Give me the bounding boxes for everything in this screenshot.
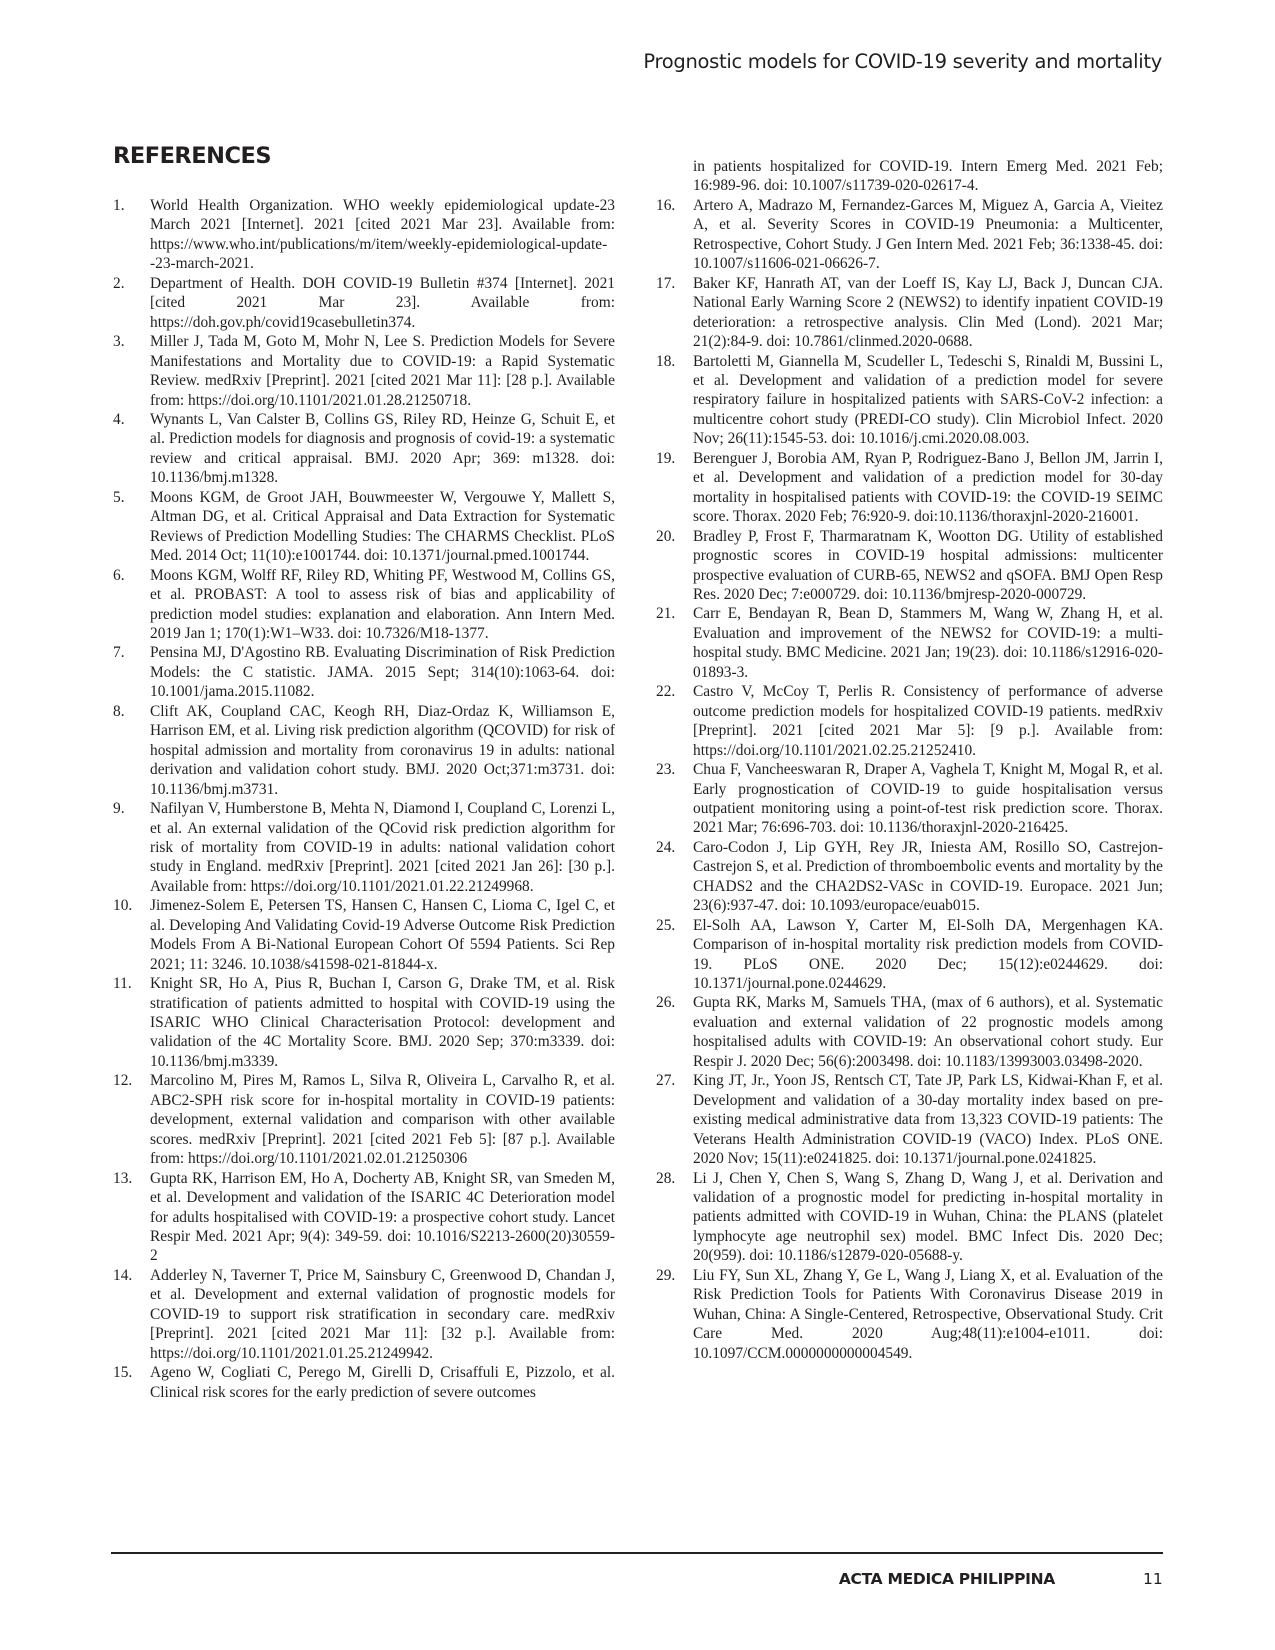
reference-number: 29. [656,1266,676,1284]
reference-text: Chua F, Vancheeswaran R, Draper A, Vaghela T, Knight M, Mogal R, et al. Early prognostication of COVID-19 to guide hospitalisation versus outpatient monitoring using a point-of-test risk prediction score. Thorax. 2021 Mar; 76:696-703. doi: 10.1136/thoraxjnl-2020-216425. [693,761,1163,837]
reference-item [113,332,615,410]
reference-item [656,352,1163,449]
reference-text: Bradley P, Frost F, Tharmaratnam K, Wootton DG. Utility of established prognostic scores in COVID-19 hospital admissions: multicenter prospective evaluation of CURB-65, NEWS2 and qSOFA. BMJ Open Resp Res. 2020 Dec; 7:e000729. doi: 10.1136/bmjresp-2020-000729. [693,527,1163,603]
reference-item [656,838,1163,916]
reference-number: 11. [113,975,132,993]
reference-text: King JT, Jr., Yoon JS, Rentsch CT, Tate JP, Park LS, Kidwai-Khan F, et al. Development and validation of a 30-day mortality index based on pre-existing medical administrative data from 13,323 COVID-19 patients: The Veterans Health Administration COVID-19 (VACO) Index. PLoS ONE. 2020 Nov; 15(11):e0241825. doi: 10.1371/journal.pone.0241825. [693,1072,1163,1168]
reference-item [113,974,615,1071]
section-title: REFERENCES [113,143,272,169]
reference-item [113,1363,615,1402]
reference-item [113,1071,615,1168]
reference-list-left [113,196,615,1402]
reference-item [656,449,1163,527]
reference-text: Miller J, Tada M, Goto M, Mohr N, Lee S. Prediction Models for Severe Manifestations and Mortality due to COVID-19: a Rapid Systematic Review. medRxiv [Preprint]. 2021 [cited 2021 Mar 11]: [28 p.]. Available from: https://doi.org/10.1101/2021.01.28.21250718. [150,333,615,409]
reference-text: Department of Health. DOH COVID-19 Bulletin #374 [Internet]. 2021 [cited 2021 Mar 23]. Available from: https://doh.gov.ph/covid19casebulletin374. [150,274,615,331]
page-number: 11 [1143,1570,1163,1588]
reference-text: Liu FY, Sun XL, Zhang Y, Ge L, Wang J, Liang X, et al. Evaluation of the Risk Prediction Tools for Patients With Coronavirus Disease 2019 in Wuhan, China: A Single-Centered, Retrospective, Observational Study. Crit Care Med. 2020 Aug;48(11):e1004-e1011. doi: 10.1097/CCM.0000000000004549. [693,1266,1163,1362]
reference-number: 23. [656,761,676,779]
reference-item [113,1169,615,1266]
reference-item [113,702,615,799]
reference-item [113,799,615,896]
reference-number: 20. [656,527,676,545]
footer-divider [111,1552,1163,1554]
reference-item [656,527,1163,605]
reference-text: Clift AK, Coupland CAC, Keogh RH, Diaz-Ordaz K, Williamson E, Harrison EM, et al. Living risk prediction algorithm (QCOVID) for risk of hospital admission and mortality from coronavirus 19 in adults: national derivation and validation cohort study. BMJ. 2020 Oct;371:m3731. doi: 10.1136/bmj.m3731. [150,702,615,798]
reference-number: 3. [113,333,125,351]
reference-item [656,604,1163,682]
reference-number: 26. [656,994,676,1012]
reference-number: 12. [113,1072,133,1090]
reference-text: Ageno W, Cogliati C, Perego M, Girelli D, Crisaffuli E, Pizzolo, et al. Clinical risk scores for the early prediction of severe outcomes [150,1364,615,1401]
reference-item [656,1266,1163,1363]
reference-continuation-text: in patients hospitalized for COVID-19. Intern Emerg Med. 2021 Feb; 16:989-96. doi: 10.1007/s11739-020-02617-4. [693,158,1163,195]
reference-number: 22. [656,683,676,701]
reference-text: Adderley N, Taverner T, Price M, Sainsbury C, Greenwood D, Chandan J, et al. Development and external validation of prognostic models for COVID-19 to support risk stratification in secondary care. medRxiv [Preprint]. 2021 [cited 2021 Mar 11]: [32 p.]. Available from: https://doi.org/10.1101/2021.01.25.21249942. [150,1266,615,1362]
reference-number: 25. [656,916,676,934]
reference-list-right [656,196,1163,1363]
reference-text: Baker KF, Hanrath AT, van der Loeff IS, Kay LJ, Back J, Duncan CJA. National Early Warning Score 2 (NEWS2) to identify inpatient COVID-19 deterioration: a retrospective analysis. Clin Med (Lond). 2021 Mar; 21(2):84-9. doi: 10.7861/clinmed.2020-0688. [693,274,1163,351]
reference-text: Moons KGM, de Groot JAH, Bouwmeester W, Vergouwe Y, Mallett S, Altman DG, et al. Critical Appraisal and Data Extraction for Systematic Reviews of Prediction Modelling Studies: The CHARMS Checklist. PLoS Med. 2014 Oct; 11(10):e1001744. doi: 10.1371/journal.pmed.1001744. [150,488,615,565]
reference-text: Jimenez-Solem E, Petersen TS, Hansen C, Hansen C, Lioma C, Igel C, et al. Developing And Validating Covid-19 Adverse Outcome Risk Prediction Models From A Bi-National European Cohort Of 5594 Patients. Sci Rep 2021; 11: 3246. 10.1038/s41598-021-81844-x. [150,897,615,973]
reference-number: 4. [113,410,125,428]
reference-text: Artero A, Madrazo M, Fernandez-Garces M, Miguez A, Garcia A, Vieitez A, et al. Severity Scores in COVID-19 Pneumonia: a Multicenter, Retrospective, Cohort Study. J Gen Intern Med. 2021 Feb; 36:1338-45. doi: 10.1007/s11606-021-06626-7. [693,196,1163,273]
reference-text: Marcolino M, Pires M, Ramos L, Silva R, Oliveira L, Carvalho R, et al. ABC2-SPH risk score for in-hospital mortality in COVID-19 patients: development, external validation and comparison with other available scores. medRxiv [Preprint]. 2021 [cited 2021 Feb 5]: [87 p.]. Available from: https://doi.org/10.1101/2021.02.01.21250306 [150,1072,615,1168]
reference-number: 5. [113,488,125,506]
reference-item [113,896,615,974]
reference-number: 10. [113,897,133,915]
footer-journal-name: ACTA MEDICA PHILIPPINA [838,1570,1055,1588]
reference-number: 1. [113,197,125,214]
reference-number: 21. [656,605,676,623]
reference-text: Bartoletti M, Giannella M, Scudeller L, Tedeschi S, Rinaldi M, Bussini L, et al. Development and validation of a prediction model for severe respiratory failure in hospitalized patients with SARS-CoV-2 infection: a multicentre cohort study (PREDI-CO study). Clin Microbiol Infect. 2020 Nov; 26(11):1545-53. doi: 10.1016/j.cmi.2020.08.003. [693,352,1163,448]
reference-item [113,566,615,644]
reference-text: World Health Organization. WHO weekly epidemiological update-23 March 2021 [Internet]. 2021 [cited 2021 Mar 23]. Available from: https://www.who.int/publications/m/item/weekly-epidemiological-update--23-march-2021. [150,197,615,273]
reference-item [656,1071,1163,1168]
references-right-column [656,157,1163,1363]
reference-number: 27. [656,1072,676,1090]
reference-text: Carr E, Bendayan R, Bean D, Stammers M, Wang W, Zhang H, et al. Evaluation and improvement of the NEWS2 for COVID-19: a multi-hospital study. BMC Medicine. 2021 Jan; 19(23). doi: 10.1186/s12916-020-01893-3. [693,605,1163,681]
reference-item [113,410,615,488]
reference-item [113,196,615,274]
reference-item [656,993,1163,1071]
reference-number: 16. [656,196,676,214]
reference-item [656,1169,1163,1266]
reference-text: El-Solh AA, Lawson Y, Carter M, El-Solh DA, Mergenhagen KA. Comparison of in-hospital mortality risk prediction models from COVID-19. PLoS ONE. 2020 Dec; 15(12):e0244629. doi: 10.1371/journal.pone.0244629. [693,916,1163,993]
reference-item [656,274,1163,352]
reference-number: 17. [656,274,676,292]
reference-number: 15. [113,1364,133,1382]
reference-text: Berenguer J, Borobia AM, Ryan P, Rodriguez-Bano J, Bellon JM, Jarrin I, et al. Development and validation of a prediction model for 30-day mortality in hospitalised patients with COVID-19: the COVID-19 SEIMC score. Thorax. 2020 Feb; 76:920-9. doi:10.1136/thoraxjnl-2020-216001. [693,449,1163,526]
reference-text: Moons KGM, Wolff RF, Riley RD, Whiting PF, Westwood M, Collins GS, et al. PROBAST: A tool to assess risk of bias and applicability of prediction model studies: explanation and elaboration. Ann Intern Med. 2019 Jan 1; 170(1):W1–W33. doi: 10.7326/M18-1377. [150,566,615,642]
running-header-title: Prognostic models for COVID-19 severity and mortality [643,50,1162,73]
reference-text: Gupta RK, Harrison EM, Ho A, Docherty AB, Knight SR, van Smeden M, et al. Development and validation of the ISARIC 4C Deterioration model for adults hospitalised with COVID-19: a prospective cohort study. Lancet Respir Med. 2021 Apr; 9(4): 349-59. doi: 10.1016/S2213-2600(20)30559-2 [150,1169,615,1265]
reference-text: Castro V, McCoy T, Perlis R. Consistency of performance of adverse outcome prediction models for hospitalized COVID-19 patients. medRxiv [Preprint]. 2021 [cited 2021 Mar 5]: [9 p.]. Available from: https://doi.org/10.1101/2021.02.25.21252410. [693,683,1163,759]
reference-item [113,274,615,332]
reference-number: 6. [113,566,125,584]
reference-text: Caro-Codon J, Lip GYH, Rey JR, Iniesta AM, Rosillo SO, Castrejon-Castrejon S, et al. Prediction of thromboembolic events and mortality by the CHADS2 and the CHA2DS2-VASc in COVID-19. Europace. 2021 Jun; 23(6):937-47. doi: 10.1093/europace/euab015. [693,838,1163,915]
reference-number: 8. [113,702,125,720]
reference-number: 2. [113,274,125,292]
reference-number: 14. [113,1266,133,1284]
reference-item [656,196,1163,274]
reference-item [656,916,1163,994]
reference-item [113,643,615,701]
reference-number: 9. [113,800,125,818]
reference-item [656,682,1163,760]
reference-item [113,1266,615,1363]
reference-text: Wynants L, Van Calster B, Collins GS, Riley RD, Heinze G, Schuit E, et al. Prediction models for diagnosis and prognosis of covid-19: a systematic review and critical appraisal. BMJ. 2020 Apr; 369: m1328. doi: 10.1136/bmj.m1328. [150,410,615,487]
reference-number: 18. [656,352,676,370]
reference-text: Nafilyan V, Humberstone B, Mehta N, Diamond I, Coupland C, Lorenzi L, et al. An external validation of the QCovid risk prediction algorithm for risk of mortality from COVID-19 in adults: national validation cohort study in England. medRxiv [Preprint]. 2021 [cited 2021 Jan 26]: [30 p.]. Available from: https://doi.org/10.1101/2021.01.22.21249968. [150,800,615,895]
reference-number: 28. [656,1169,676,1187]
reference-text: Pensina MJ, D'Agostino RB. Evaluating Discrimination of Risk Prediction Models: the C statistic. JAMA. 2015 Sept; 314(10):1063-64. doi: 10.1001/jama.2015.11082. [150,644,615,701]
reference-text: Knight SR, Ho A, Pius R, Buchan I, Carson G, Drake TM, et al. Risk stratification of patients admitted to hospital with COVID-19 using the ISARIC WHO Clinical Characterisation Protocol: development and validation of the 4C Mortality Score. BMJ. 2020 Sep; 370:m3339. doi: 10.1136/bmj.m3339. [150,975,615,1070]
reference-item [113,488,615,566]
reference-number: 19. [656,449,676,467]
reference-number: 13. [113,1169,133,1187]
reference-number: 24. [656,838,676,856]
reference-text: Gupta RK, Marks M, Samuels THA, (max of 6 authors), et al. Systematic evaluation and external validation of 22 prognostic models among hospitalised adults with COVID-19: An observational cohort study. Eur Respir J. 2020 Dec; 56(6):2003498. doi: 10.1183/13993003.03498-2020. [693,994,1163,1070]
reference-text: Li J, Chen Y, Chen S, Wang S, Zhang D, Wang J, et al. Derivation and validation of a prognostic model for predicting in-hospital mortality in patients admitted with COVID-19 in Wuhan, China: the PLANS (platelet lymphocyte age neutrophil sex) model. BMC Infect Dis. 2020 Dec; 20(959). doi: 10.1186/s12879-020-05688-y. [693,1169,1163,1265]
reference-item [656,760,1163,838]
references-left-column [113,196,615,1402]
reference-number: 7. [113,644,125,662]
